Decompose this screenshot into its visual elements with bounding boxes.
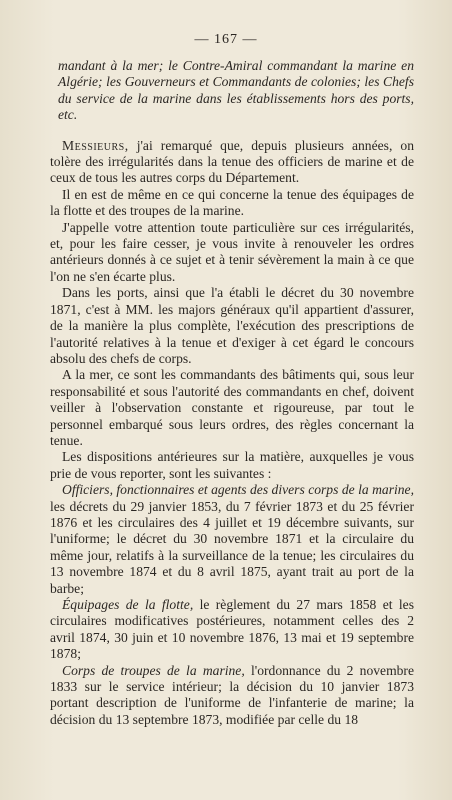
paragraph-9	[50, 663, 414, 729]
paragraph-2: Il en est de même en ce qui concerne la tenue des équipages de la flotte et des troupes de la marine.	[50, 186, 414, 219]
paragraph-9-text: l'ordonnance du 2 novembre 1833 sur le service intérieur; la décision du 10 janvier 1873 portant description de l'uniforme de l'infanterie de marine; la décision du 13 septembre 1873, modifiée par celle du 18	[50, 662, 414, 727]
salutation: Messieurs,	[62, 137, 129, 153]
paragraph-7	[50, 482, 414, 597]
paragraph-7-text: les décrets du 29 janvier 1853, du 7 février 1873 et du 25 février 1876 et les circulaires des 4 juillet et 19 décembre suivants, sur l'uniforme; le décret du 30 novembre 1871 et la circulaire du même jour, relatifs à la surveillance de la tenue; les circulaires du 13 novembre 1874 et du 8 avril 1875, ayant trait au port de la barbe;	[50, 498, 414, 596]
paragraph-1-text: j'ai remarqué que, depuis plusieurs années, on tolère des irrégularités dans la tenue des officiers de marine et de ceux de tous les autres corps du Département.	[50, 137, 415, 186]
paragraph-5: A la mer, ce sont les commandants des bâtiments qui, sous leur responsabilité et sous l'autorité des commandants en chef, doivent veiller à l'observation constante et rigoureuse, par tout le personnel embarqué sous leurs ordres, des règles concernant la tenue.	[50, 367, 414, 448]
paragraph-6: Les dispositions antérieures sur la matière, auxquelles je vous prie de vous reporter, sont les suivantes :	[50, 449, 414, 481]
paragraph-4: Dans les ports, ainsi que l'a établi le décret du 30 novembre 1871, c'est à MM. les majors généraux qu'il appartient d'assurer, de la manière la plus complète, l'exécution des prescriptions de l'autorité relatives à la tenue et d'exiger à cet égard le concours absolu des chefs de corps.	[50, 285, 414, 366]
paragraph-3: J'appelle votre attention toute particulière sur ces irrégularités, et, pour les faire cesser, je vous invite à renouveler les ordres antérieurs donnés à ce sujet et à tenir sévèrement la main à ce que l'on ne s'en écarte plus.	[50, 219, 414, 284]
paragraph-8-lead: Équipages de la flotte,	[62, 597, 194, 612]
spacer	[50, 124, 414, 138]
paragraph-8	[50, 597, 414, 663]
addressee-block: mandant à la mer; le Contre-Amiral commandant la marine en Algérie; les Gouverneurs et Commandants de colonies; les Chefs du service de la marine dans les établissements hors des ports, etc.	[58, 58, 414, 123]
paragraph-9-lead: Corps de troupes de la marine,	[62, 662, 245, 678]
body-text	[50, 58, 414, 728]
paragraph-1	[50, 138, 414, 187]
paragraph-7-lead: Officiers, fonctionnaires et agents des divers corps de la marine,	[62, 482, 414, 498]
page-number: — 167 —	[194, 32, 258, 47]
paragraph-8-text: le règlement du 27 mars 1858 et les circulaires modificatives postérieures, notamment celles des 2 avril 1874, 30 juin et 10 novembre 1876, 13 mai et 19 septembre 1878;	[50, 597, 414, 662]
